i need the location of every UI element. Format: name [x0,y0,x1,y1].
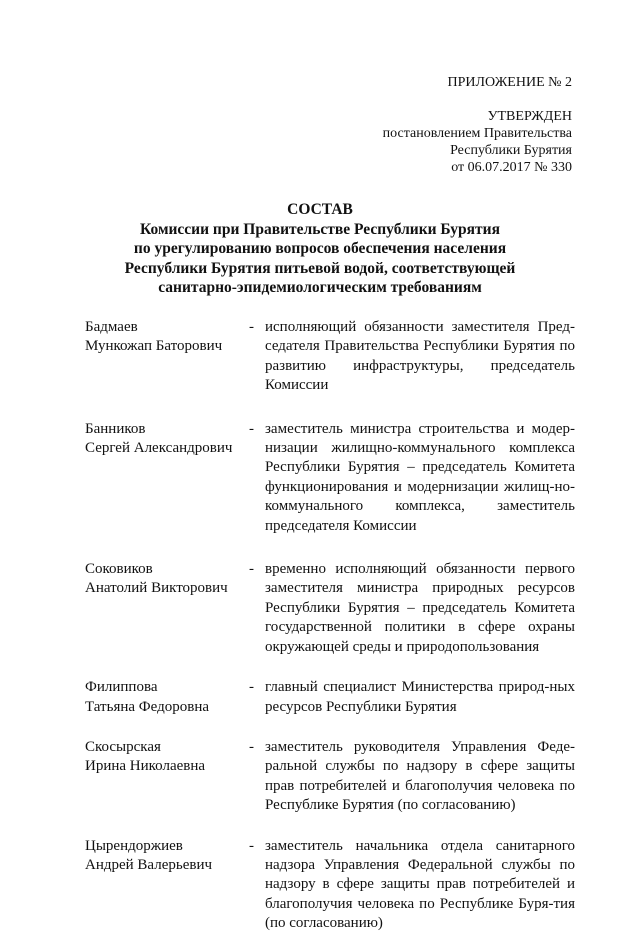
member-surname: Банников [85,420,146,437]
document-title [0,200,640,298]
member-surname: Скосырская [85,738,161,755]
member-entry [85,678,575,717]
member-given-name: Андрей Валерьевич [85,856,213,873]
member-given-name: Татьяна Федоровна [85,698,209,715]
member-name [85,738,249,816]
member-surname: Соковиков [85,561,153,578]
member-role: временно исполняющий обязанности первого заместителя министра природных ресурсов Республики Бурятия – председатель Комитета государственной политики в сфере охраны окружающей среды и природопользования [265,561,575,655]
member-role: заместитель руководителя Управления Феде-ральной службы по надзору в сфере защиты прав потребителей и благополучия человека по Республике Бурятия (по согласованию) [265,738,575,814]
title-line: по урегулированию вопросов обеспечения населения [133,240,507,258]
approval-header [383,74,572,176]
resolution-label: постановлением Правительства [382,126,572,141]
member-dash: - [249,738,254,755]
member-entry [85,738,575,816]
republic-label: Республики Бурятия [450,143,572,158]
member-role: исполняющий обязанности заместителя Пред-седателя Правительства Республики Бурятия по развитию инфраструктуры, председатель Комиссии [265,319,575,394]
title-line: Комиссии при Правительстве Республики Бурятия [140,220,500,238]
member-entry [85,420,575,536]
member-entry [85,560,575,657]
member-dash: - [249,420,254,437]
approved-label: УТВЕРЖДЕН [487,109,572,124]
member-entry [85,837,575,934]
title-line: Республики Бурятия питьевой водой, соответствующей [124,259,516,277]
member-name [85,318,249,396]
member-name [85,678,249,717]
member-dash: - [249,319,254,335]
title-heading: СОСТАВ [287,201,353,218]
member-entry [85,318,575,396]
member-name [85,560,249,657]
member-given-name: Анатолий Викторович [85,580,228,597]
member-given-name: Сергей Александрович [85,440,233,457]
member-given-name: Мункожап Баторович [85,338,223,355]
member-role: заместитель начальника отдела санитарного надзора Управления Федеральной службы по надзору в сфере защиты прав потребителей и благополучия человека по Республике Буря-тия (по согласованию) [265,837,575,932]
member-role: главный специалист Министерства природ-ных ресурсов Республики Бурятия [265,679,575,715]
member-dash: - [249,561,254,578]
member-name [85,837,249,934]
title-line: санитарно-эпидемиологическим требованиям [158,279,482,297]
member-surname: Бадмаев [85,319,138,335]
member-surname: Цырендоржиев [85,837,183,854]
date-number-label: от 06.07.2017 № 330 [451,160,572,175]
appendix-label: ПРИЛОЖЕНИЕ № 2 [447,75,572,90]
member-dash: - [249,837,254,854]
member-name [85,420,249,536]
member-surname: Филиппова [85,679,158,696]
members-list [85,318,575,934]
member-given-name: Ирина Николаевна [85,758,206,775]
member-dash: - [249,679,254,696]
member-role: заместитель министра строительства и модер-низации жилищно-коммунального комплекса Республики Бурятия – председатель Комитета функционирования и модернизации жилищ-но-коммунального комплекса, заместитель председателя Комиссии [265,420,575,534]
